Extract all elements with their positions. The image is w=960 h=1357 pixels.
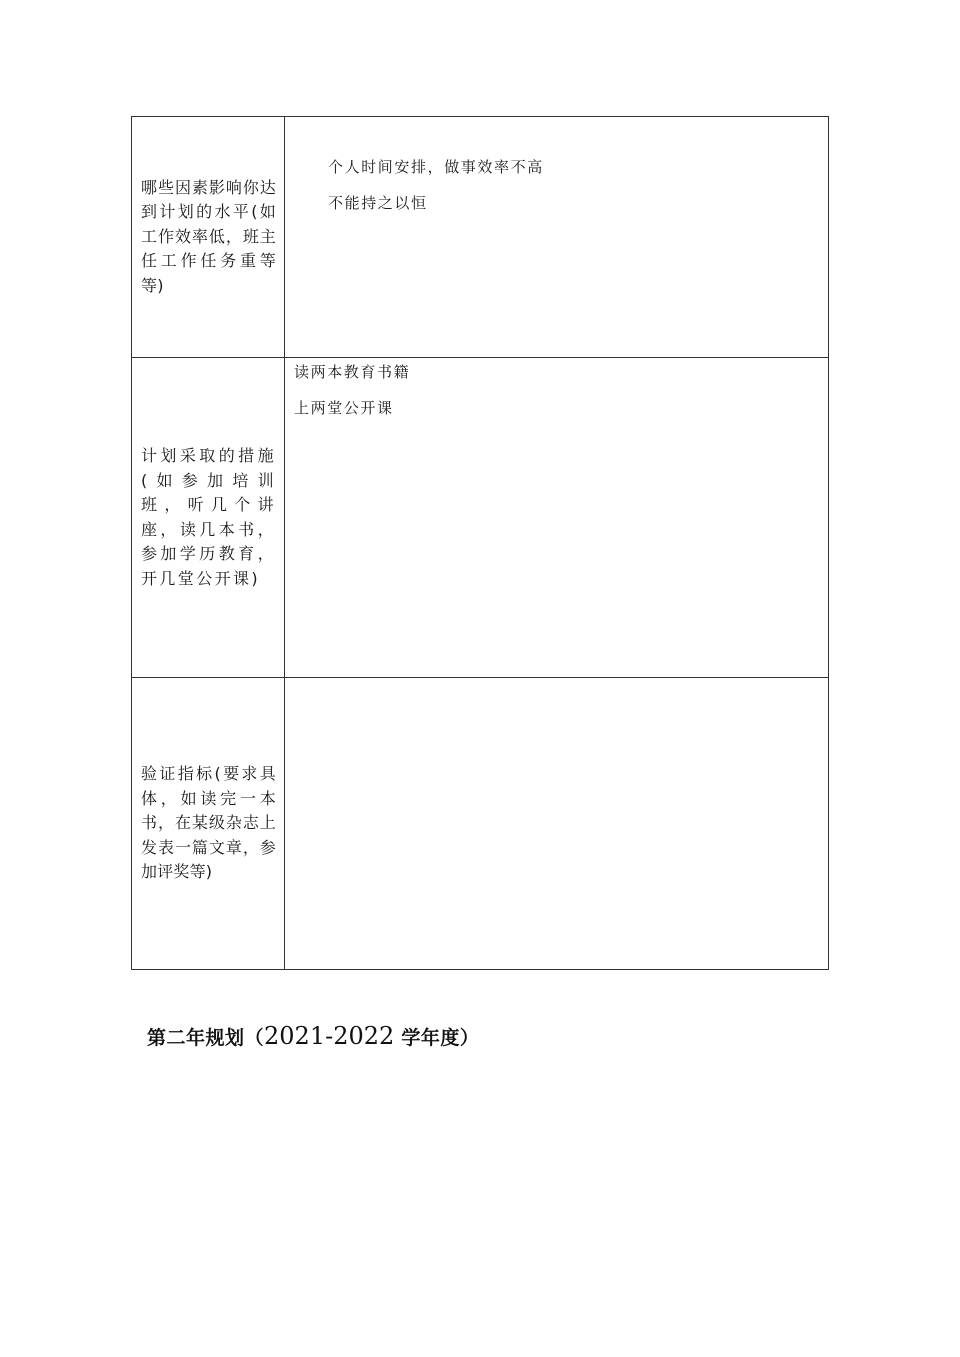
second-year-plan-heading xyxy=(147,1022,479,1050)
table-row-measures xyxy=(132,358,829,678)
heading-year: 2021-2022 xyxy=(264,1022,395,1050)
indicators-content-cell xyxy=(285,678,829,970)
measures-label-cell xyxy=(132,358,285,678)
factors-label-cell xyxy=(132,117,285,358)
measures-line-1: 读两本教育书籍 xyxy=(294,363,411,381)
factors-line-2: 不能持之以恒 xyxy=(328,194,428,212)
factors-content-cell xyxy=(285,117,829,358)
heading-suffix: 学年度） xyxy=(394,1027,480,1049)
factors-label: 哪些因素影响你达到计划的水平(如工作效率低，班主任工作任务重等等) xyxy=(141,177,276,295)
measures-label: 计划采取的措施(如参加培训班，听几个讲座，读几本书，参加学历教育，开几堂公开课) xyxy=(141,446,276,588)
measures-content-cell xyxy=(285,358,829,678)
indicators-label: 验证指标(要求具体，如读完一本书，在某级杂志上发表一篇文章，参加评奖等) xyxy=(141,764,276,882)
factors-line-1: 个人时间安排，做事效率不高 xyxy=(328,158,544,176)
table-row-indicators xyxy=(132,678,829,970)
heading-prefix: 第二年规划（ xyxy=(147,1027,265,1049)
table-row-factors xyxy=(132,117,829,358)
indicators-label-cell xyxy=(132,678,285,970)
measures-line-2: 上两堂公开课 xyxy=(294,399,394,417)
plan-table xyxy=(131,116,829,970)
